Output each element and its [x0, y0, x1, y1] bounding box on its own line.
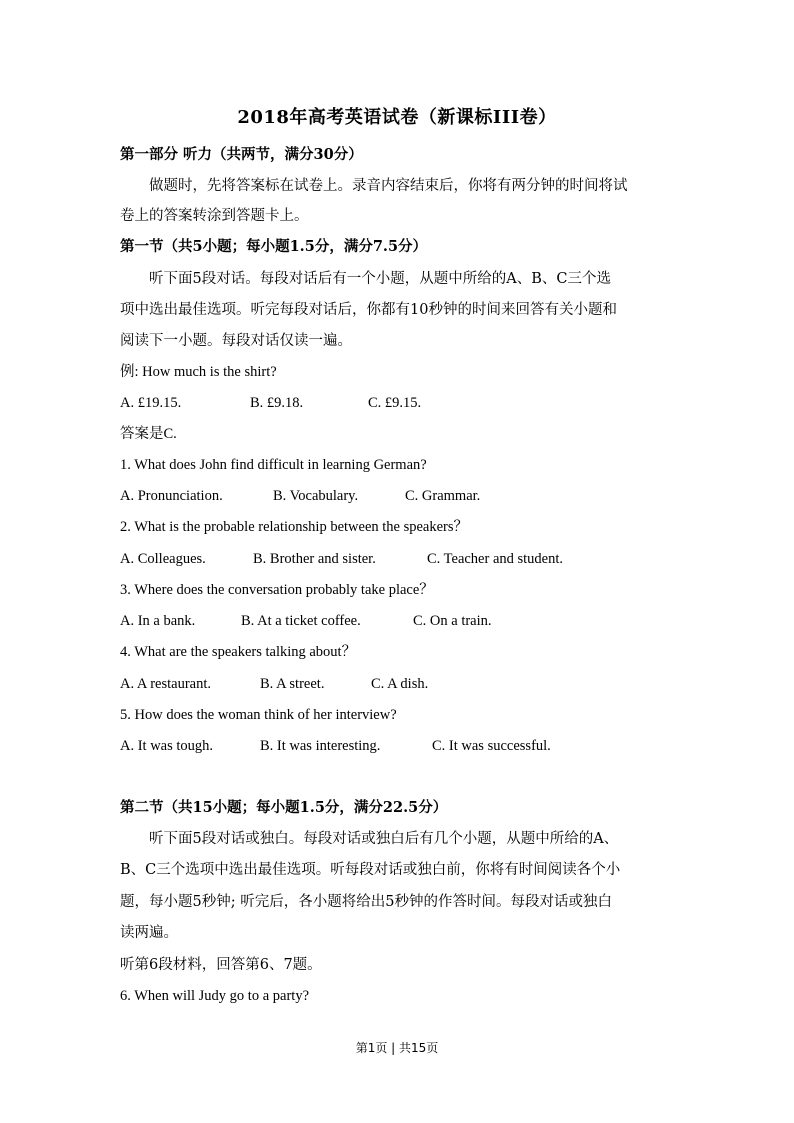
q5-option-c: C. It was successful.	[432, 738, 551, 754]
part1-intro-line2: 卷上的答案转涂到答题卡上。	[120, 208, 309, 224]
q3-option-b: B. At a ticket coffee.	[241, 613, 361, 629]
question-2-options	[120, 549, 680, 569]
section1-intro-line3: 阅读下一小题。每段对话仅读一遍。	[120, 333, 352, 349]
example-answer: 答案是C.	[120, 426, 177, 442]
q1-option-b: B. Vocabulary.	[273, 488, 359, 504]
q1-option-c: C. Grammar.	[405, 488, 481, 504]
section2-intro-line2: B、C三个选项中选出最佳选项。听每段对话或独白前，你将有时间阅读各个小	[120, 862, 621, 878]
section1-intro-line2: 项中选出最佳选项。听完每段对话后，你都有10秒钟的时间来回答有关小题和	[120, 302, 617, 318]
q3-option-a: A. In a bank.	[120, 613, 196, 629]
q5-option-b: B. It was interesting.	[260, 738, 381, 754]
question-1: 1. What does John find difficult in learning German?	[120, 457, 427, 473]
page-title: 2018年高考英语试卷（新课标III卷）	[237, 107, 557, 128]
question-2: 2. What is the probable relationship between the speakers？	[120, 519, 469, 535]
section2-intro-line1: 听下面5段对话或独白。每段对话或独白后有几个小题，从题中所给的A、	[149, 831, 619, 847]
question-1-options	[120, 486, 680, 506]
q2-option-c: C. Teacher and student.	[427, 551, 564, 567]
q4-option-c: C. A dish.	[371, 676, 429, 692]
section2-intro-line4: 读两遍。	[120, 925, 178, 941]
q1-option-a: A. Pronunciation.	[120, 488, 223, 504]
part1-intro-line1: 做题时，先将答案标在试卷上。录音内容结束后，你将有两分钟的时间将试	[149, 178, 628, 194]
question-4: 4. What are the speakers talking about？	[120, 644, 357, 660]
section1-intro-line1: 听下面5段对话。每段对话后有一个小题，从题中所给的A、B、C三个选	[149, 271, 611, 287]
q2-option-a: A. Colleagues.	[120, 551, 206, 567]
part1-heading: 第一部分 听力（共两节，满分30分）	[120, 146, 363, 163]
material-6-instruction: 听第6段材料，回答第6、7题。	[120, 957, 322, 973]
question-5-options	[120, 736, 680, 756]
section1-heading: 第一节（共5小题；每小题1.5分，满分7.5分）	[120, 238, 428, 255]
question-5: 5. How does the woman think of her interview?	[120, 707, 397, 723]
page-footer: 第1页 | 共15页	[355, 1041, 439, 1055]
question-3-options	[120, 611, 680, 631]
q5-option-a: A. It was tough.	[120, 738, 214, 754]
q2-option-b: B. Brother and sister.	[253, 551, 376, 567]
example-option-c: C. £9.15.	[368, 395, 422, 411]
example-option-a: A. £19.15.	[120, 395, 182, 411]
example-question: 例: How much is the shirt?	[120, 364, 277, 380]
section2-heading: 第二节（共15小题；每小题1.5分，满分22.5分）	[120, 799, 448, 816]
question-6: 6. When will Judy go to a party?	[120, 988, 310, 1004]
q3-option-c: C. On a train.	[413, 613, 492, 629]
question-4-options	[120, 674, 680, 694]
question-3: 3. Where does the conversation probably take place？	[120, 582, 434, 598]
example-options	[120, 393, 680, 413]
q4-option-b: B. A street.	[260, 676, 325, 692]
example-option-b: B. £9.18.	[250, 395, 304, 411]
q4-option-a: A. A restaurant.	[120, 676, 212, 692]
section2-intro-line3: 题，每小题5秒钟; 听完后，各小题将给出5秒钟的作答时间。每段对话或独白	[120, 894, 612, 910]
